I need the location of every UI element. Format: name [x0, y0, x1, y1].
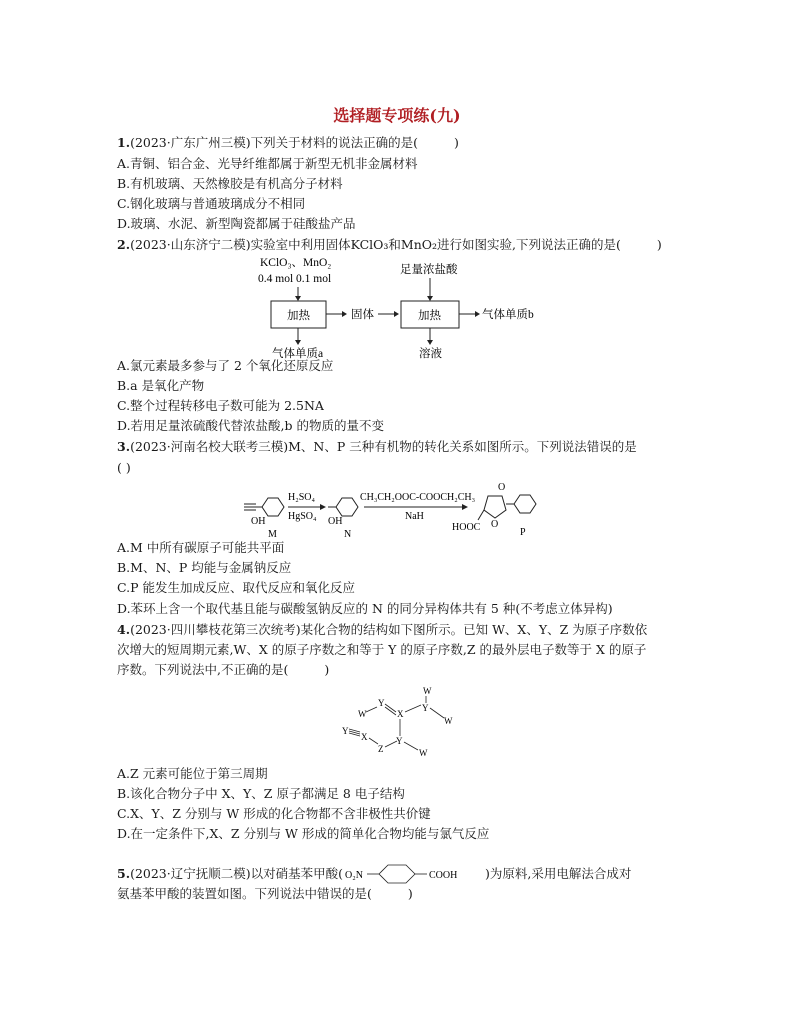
q3-stem [117, 439, 637, 455]
q3-m-ring [262, 498, 284, 516]
q2-option-d: D.若用足量浓硫酸代替浓盐酸,b 的物质的量不变 [117, 418, 384, 433]
q3-p-hooc: HOOC [452, 522, 481, 533]
q4-stem-line-1 [117, 622, 647, 638]
q3-label-p: P [520, 527, 526, 538]
q2-box1-label: 加热 [287, 310, 310, 322]
q4-option-d: D.在一定条件下,X、Z 分别与 W 形成的简单化合物均能与氯气反应 [117, 826, 490, 841]
q4-atom-w-top: W [423, 686, 432, 696]
q5-close-paren: ) [407, 886, 413, 901]
q4-atom-y-1: Y [378, 698, 385, 708]
q2-arrowhead-box2 [394, 311, 399, 317]
q2-box2-label: 加热 [418, 310, 441, 322]
q4-bond-wy-left [366, 707, 377, 712]
q3-n-oh: OH [328, 516, 343, 527]
q4-bond-xy-top [405, 705, 421, 712]
q3-option-a: A.M 中所有碳原子可能共平面 [117, 540, 285, 555]
q3-reagent1-top: H₂SO₄ [288, 492, 315, 503]
q4-stem-text-3: 序数。下列说法中,不正确的是( [117, 662, 289, 677]
q4-stem-line-3 [117, 662, 329, 678]
q2-arrowhead-reagents [295, 296, 301, 301]
q3-label-n: N [344, 529, 352, 540]
q4-number: 4. [117, 622, 131, 637]
q4-atom-y-4: Y [396, 736, 403, 746]
q5-stem-line-1 [117, 862, 631, 886]
q3-reagent1-bottom: HgSO₄ [288, 511, 317, 522]
q3-label-m: M [268, 529, 277, 540]
q1-stem-text: (2023·广东广州三模)下列关于材料的说法正确的是( [130, 135, 418, 150]
q2-solid-label: 固体 [351, 309, 374, 321]
q3-paren-line: ( ) [117, 460, 131, 475]
q3-p-ring-o: O [491, 519, 499, 530]
q4-option-b: B.该化合物分子中 X、Y、Z 原子都满足 8 电子结构 [117, 786, 405, 801]
q2-gas-b-label: 气体单质b [482, 309, 534, 321]
q2-stem-text: (2023·山东济宁二模)实验室中利用固体KClO₃和MnO₂进行如图实验,下列说法正确的是( [130, 237, 621, 252]
q3-m-oh: OH [251, 516, 266, 527]
q2-arrowhead-gas-b [475, 311, 480, 317]
q5-nitrobenzoic-structure [343, 862, 485, 886]
q3-stem-text: (2023·河南名校大联考三模)M、N、P 三种有机物的转化关系如图所示。下列说法错误的是 [130, 439, 637, 454]
q4-bond-xz [369, 738, 378, 744]
q5-stem-text-2: 氨基苯甲酸的装置如图。下列说法中错误的是( [117, 886, 372, 901]
q4-bond-yw-bottom [404, 742, 418, 750]
q1-option-c: C.钢化玻璃与普通玻璃成分不相同 [117, 196, 306, 211]
q2-solution-label: 溶液 [419, 348, 442, 360]
q2-reagents: KClO₃、MnO₂ [260, 257, 332, 269]
q4-structure-diagram [336, 684, 466, 766]
q2-amounts: 0.4 mol 0.1 mol [258, 273, 332, 285]
q1-option-b: B.有机玻璃、天然橡胶是有机高分子材料 [117, 176, 343, 191]
q2-option-b: B.a 是氧化产物 [117, 378, 205, 393]
q5-stem-pre: (2023·辽宁抚顺二模)以对硝基苯甲酸( [130, 866, 343, 881]
q4-atom-w-bottom: W [419, 748, 428, 758]
q2-acid-label: 足量浓盐酸 [400, 264, 458, 276]
q4-close-paren: ) [324, 662, 330, 677]
q2-arrowhead-acid [427, 296, 433, 301]
q4-stem-line-2: 次增大的短周期元素,W、X 的原子序数之和等于 Y 的原子序数,Z 的最外层电子数等于 X 的原子 [117, 642, 647, 657]
q3-arrowhead-1 [320, 504, 326, 510]
q2-gas-a-label: 气体单质a [272, 348, 324, 360]
page-title: 选择题专项练(九) [333, 106, 461, 125]
q1-option-a: A.青铜、铝合金、光导纤维都属于新型无机非金属材料 [117, 156, 418, 171]
q2-close-paren: ) [656, 237, 662, 252]
q5-stem-post: )为原料,采用电解法合成对 [484, 866, 632, 881]
q3-p-keto-o: O [498, 482, 506, 493]
q1-number: 1. [117, 135, 131, 150]
q5-benzene-ring [379, 865, 415, 883]
q4-bond-yw-right [430, 708, 444, 718]
q4-atom-w-right: W [444, 716, 453, 726]
q4-atom-y-3: Y [342, 726, 349, 736]
q1-option-d: D.玻璃、水泥、新型陶瓷都属于硅酸盐产品 [117, 216, 356, 231]
q5-group-cooh: COOH [428, 870, 458, 881]
q3-option-d: D.苯环上含一个取代基且能与碳酸氢钠反应的 N 的同分异构体共有 5 种(不考虑立体异构) [117, 601, 613, 616]
q4-atom-x-1: X [397, 709, 404, 719]
q3-reagent2-bottom: NaH [405, 511, 424, 522]
q4-option-c: C.X、Y、Z 分别与 W 形成的化合物都不含非极性共价键 [117, 806, 431, 821]
q2-option-a: A.氯元素最多参与了 2 个氧化还原反应 [117, 358, 334, 373]
q2-stem [117, 237, 662, 253]
q4-atom-x-2: X [361, 732, 368, 742]
q5-number: 5. [117, 866, 131, 881]
q4-atom-z: Z [378, 744, 384, 754]
q3-p-furan-ring [484, 496, 506, 518]
q3-n-ring [336, 498, 358, 516]
q3-p-cooh-bond [478, 510, 484, 520]
q1-stem [117, 135, 459, 151]
q3-reaction-scheme [240, 480, 610, 546]
q5-group-o2n: O₂N [344, 870, 363, 881]
q5-stem-line-2 [117, 886, 413, 902]
q1-close-paren: ) [453, 135, 459, 150]
q2-number: 2. [117, 237, 131, 252]
q4-stem-text-1: (2023·四川攀枝花第三次统考)某化合物的结构如下图所示。已知 W、X、Y、Z 为原子序数依 [130, 622, 648, 637]
q4-option-a: A.Z 元素可能位于第三周期 [117, 766, 268, 781]
q3-option-b: B.M、N、P 均能与金属钠反应 [117, 560, 292, 575]
q3-number: 3. [117, 439, 131, 454]
q3-p-phenyl-ring [514, 495, 536, 513]
q2-arrowhead-solid [342, 311, 347, 317]
q2-arrowhead-solution [427, 340, 433, 345]
q2-flow-diagram [240, 254, 560, 364]
q2-arrowhead-gas-a [295, 340, 301, 345]
q2-option-c: C.整个过程转移电子数可能为 2.5NA [117, 398, 324, 413]
q3-arrowhead-2 [462, 504, 468, 510]
q4-atom-w-left: W [358, 709, 367, 719]
q3-option-c: C.P 能发生加成反应、取代反应和氧化反应 [117, 580, 355, 595]
q3-reagent2-top: CH₃CH₂OOC-COOCH₂CH₃ [360, 492, 476, 503]
q4-atom-y-2: Y [422, 703, 429, 713]
